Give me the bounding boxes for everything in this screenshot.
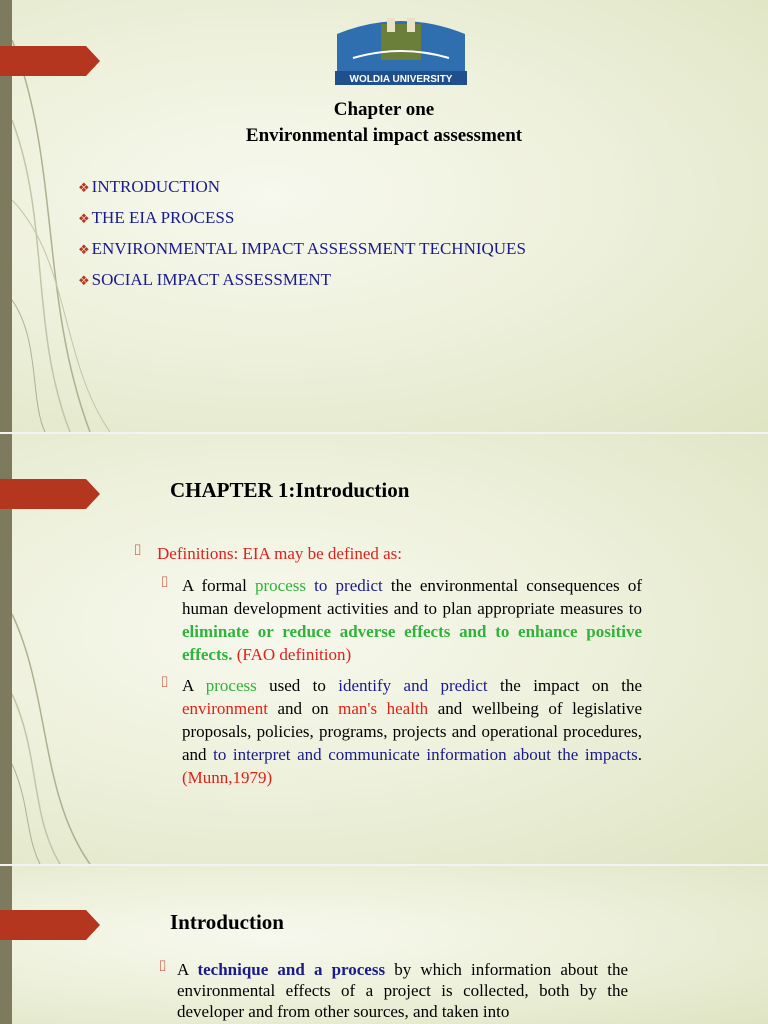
toc-item: ❖ THE EIA PROCESS [78,208,235,227]
bullet-icon: ⌷ [160,675,170,691]
slide-definitions [0,434,768,864]
slide-title-line2: Environmental impact assessment [245,125,523,146]
definition-munn: A process used to identify and predict the impact on the environment and on man's health and wellbeing of legislative proposals, policies, programs, projects and operational procedures, and to interpret and communicate information about the impacts. (Munn,1979) [182,676,643,787]
diamond-bullet-icon: ❖ [78,273,90,288]
toc-item: ❖ SOCIAL IMPACT ASSESSMENT [78,270,331,289]
university-logo [333,14,469,86]
slide-title-line1: Chapter one [333,99,435,120]
arrow-marker [0,479,100,509]
logo-text: WOLDIA UNIVERSITY [349,74,453,85]
bullet-icon: ⌷ [160,575,170,591]
toc-item: ❖ INTRODUCTION [78,177,221,196]
diamond-bullet-icon: ❖ [78,242,90,257]
bullet-icon: ⌷ [158,959,168,975]
bullet-icon: ⌷ [133,543,143,559]
slide-introduction [0,866,768,1024]
slide-heading: CHAPTER 1:Introduction [170,478,410,502]
diamond-bullet-icon: ❖ [78,211,90,226]
diamond-bullet-icon: ❖ [78,180,90,195]
arrow-marker [0,46,100,76]
definitions-label: Definitions: EIA may be defined as: [157,544,403,563]
definition-fao: A formal process to predict the environmental consequences of human development activities and to plan appropriate measures to eliminate or reduce adverse effects and to enhance positive effects. (FAO definition) [182,576,643,664]
slide-title [0,0,768,432]
toc-item: ❖ ENVIRONMENTAL IMPACT ASSESSMENT TECHNIQUES [78,239,526,258]
intro-paragraph: A technique and a process by which information about the environmental effects of a project is collected, both by the developer and from other sources, and taken into [177,960,629,1021]
arrow-marker [0,910,100,940]
toc-list [78,176,526,300]
left-bar [0,866,12,1024]
slide-heading: Introduction [170,910,284,934]
